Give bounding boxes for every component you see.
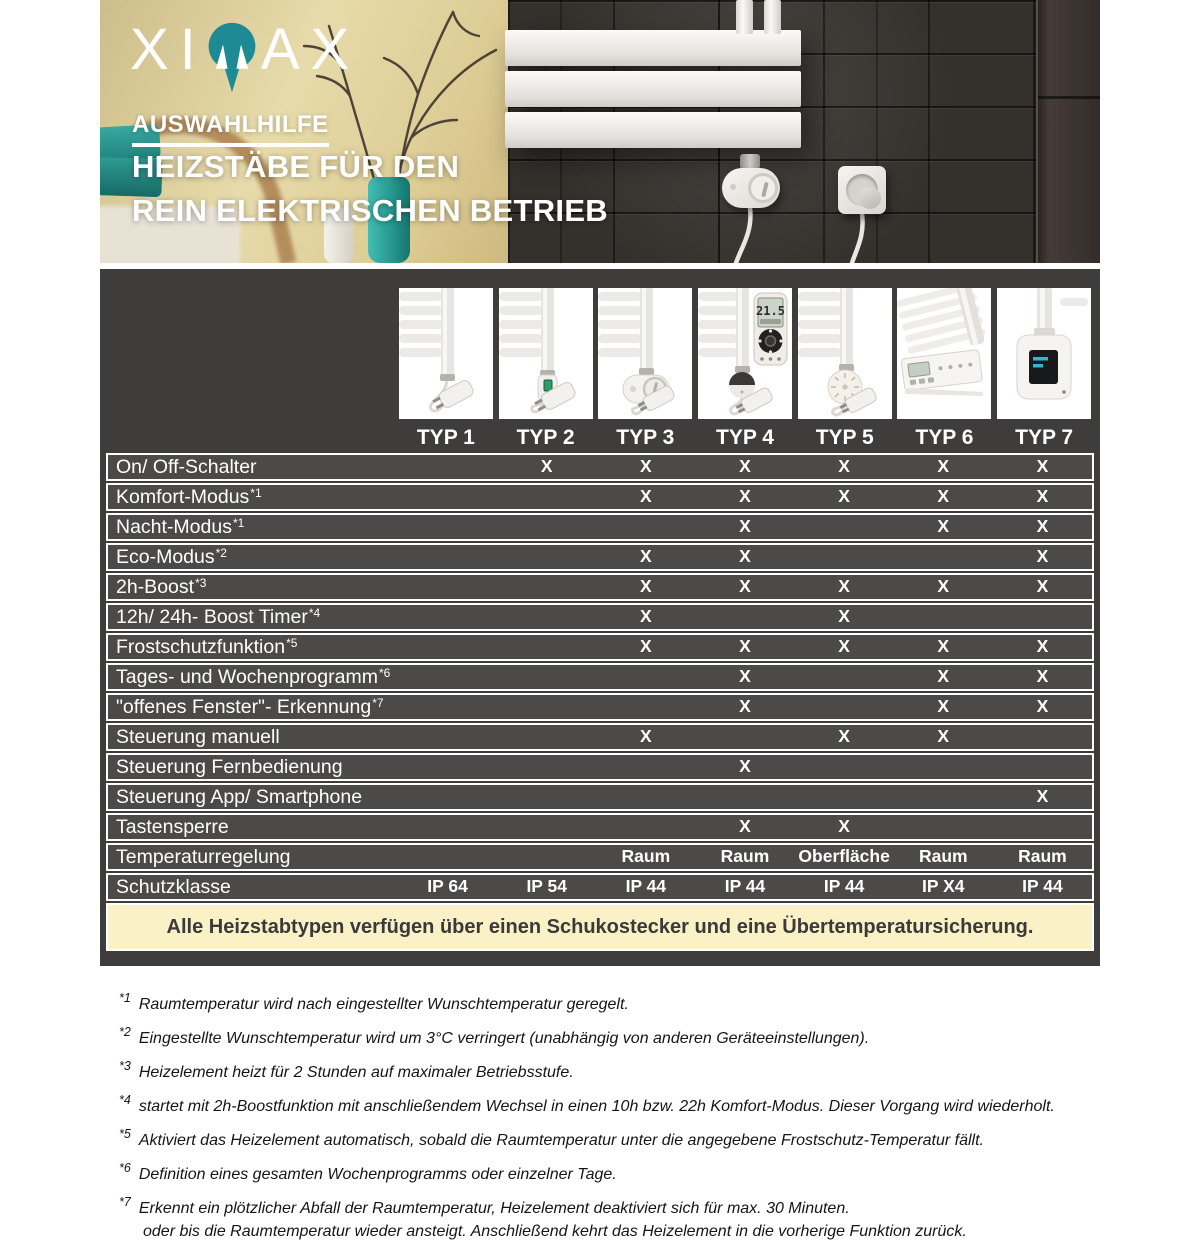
smart-control-box-icon (997, 288, 1091, 419)
feature-cell-typ3: X (640, 576, 652, 597)
feature-label: Steuerung Fernbedienung (116, 755, 343, 778)
feature-row (106, 573, 1094, 601)
feature-row (106, 753, 1094, 781)
heating-element-connector (740, 154, 760, 169)
feature-cell-typ6: X (937, 726, 950, 747)
feature-cell-typ5: X (838, 726, 850, 747)
typ-column-header: TYP 6 (915, 426, 974, 449)
footnote-marker: *5 (119, 1127, 131, 1141)
feature-cell-typ3: X (640, 546, 652, 567)
feature-label: Temperaturregelung (116, 845, 291, 868)
typ-header-row (106, 424, 1094, 451)
feature-rows (106, 453, 1094, 901)
feature-label: Steuerung manuell (116, 725, 280, 748)
feature-cell-typ4: X (739, 486, 751, 507)
feature-cell-typ4: X (739, 756, 751, 777)
feature-cell-typ7: X (1036, 576, 1049, 597)
note-bar: Alle Heizstabtypen verfügen über einen Schukostecker und eine Übertemperatursicherung. (106, 903, 1094, 951)
feature-cell-typ4: IP 44 (724, 876, 766, 897)
header-title (132, 145, 608, 233)
footnote-text: Definition eines gesamten Wochenprogramms oder einzelner Tage. (138, 1166, 617, 1183)
switch-element-radiator-icon (499, 288, 593, 419)
typ-column-header: TYP 5 (815, 426, 874, 449)
footnote (119, 1022, 1109, 1049)
feature-cell-typ6: X (937, 696, 950, 717)
feature-row (106, 543, 1094, 571)
feature-cell-typ4: X (739, 816, 751, 837)
feature-label: Komfort-Modus$^{*1}$ (116, 485, 262, 508)
feature-cell-typ3: IP 44 (625, 876, 667, 897)
feature-label: Tages- und Wochenprogramm$^{*6}$ (116, 665, 391, 688)
footnote-marker: *1 (119, 991, 131, 1005)
feature-label: Eco-Modus$^{*2}$ (116, 545, 227, 568)
remote-control-radiator-icon (698, 288, 792, 419)
feature-cell-typ7: X (1036, 636, 1049, 657)
feature-cell-typ3: X (640, 726, 652, 747)
green-switch-icon (544, 380, 552, 391)
logo-text-right: AX (260, 17, 361, 82)
feature-cell-typ4: X (739, 576, 751, 597)
footnote-text: Erkennt ein plötzlicher Abfall der Raumtemperatur, Heizelement deaktiviert sich für max. 30 Minuten. (138, 1200, 850, 1217)
footnote-text: Aktiviert das Heizelement automatisch, sobald die Raumtemperatur unter die angegebene Frostschutz-Temperatur fällt. (138, 1132, 984, 1149)
header-banner (100, 0, 1100, 263)
logo-m-pin-icon (205, 20, 259, 96)
comparison-table-panel (100, 269, 1100, 966)
feature-cell-typ5: X (838, 816, 850, 837)
feature-row (106, 633, 1094, 661)
control-panel-radiator-icon (897, 288, 991, 419)
element-led-icon (730, 184, 736, 190)
footnotes (119, 988, 1109, 1249)
label-column-spacer (106, 424, 396, 451)
feature-label: On/ Off-Schalter (116, 455, 257, 478)
typ-column-header: TYP 2 (516, 426, 575, 449)
feature-row (106, 813, 1094, 841)
feature-cell-typ4: Raum (720, 846, 770, 867)
footnote-marker: *4 (119, 1093, 131, 1107)
feature-cell-typ6: X (937, 576, 950, 597)
footnote-continuation: oder bis die Raumtemperatur wieder ansteigt. Anschließend kehrt das Heizelement in die vorherige Funktion zurück. (143, 1223, 967, 1240)
feature-cell-typ6: X (937, 666, 950, 687)
header-title-line1: HEIZSTÄBE FÜR DEN (132, 149, 460, 184)
footnote (119, 988, 1109, 1015)
feature-cell-typ5: X (838, 606, 850, 627)
feature-cell-typ4: X (739, 456, 751, 477)
feature-cell-typ7: X (1036, 486, 1049, 507)
feature-cell-typ6: Raum (918, 846, 968, 867)
cabinet-panel (1036, 0, 1100, 263)
footnote-marker: *3 (119, 1059, 131, 1073)
feature-row (106, 603, 1094, 631)
feature-row (106, 843, 1094, 871)
label-column-spacer (106, 288, 396, 419)
feature-row (106, 453, 1094, 481)
dial-thermostat-radiator-icon (598, 288, 692, 419)
feature-cell-typ3: X (640, 486, 652, 507)
footnote-marker: *2 (119, 1025, 131, 1039)
round-dial-radiator-icon (798, 288, 892, 419)
product-photo-typ5 (798, 288, 892, 419)
feature-cell-typ5: X (838, 456, 850, 477)
feature-label: 2h-Boost$^{*3}$ (116, 575, 207, 598)
typ-column-header: TYP 3 (616, 426, 675, 449)
feature-cell-typ7: X (1036, 786, 1049, 807)
feature-row (106, 483, 1094, 511)
footnote-text: Heizelement heizt für 2 Stunden auf maximaler Betriebsstufe. (138, 1064, 574, 1081)
feature-cell-typ6: IP X4 (922, 876, 965, 897)
typ-column-header: TYP 7 (1015, 426, 1074, 449)
footnote (119, 1124, 1109, 1151)
footnote-text: startet mit 2h-Boostfunktion mit anschließendem Wechsel in einen 10h bzw. 22h Komfort-Modus. Dieser Vorgang wird wiederholt. (138, 1098, 1055, 1115)
wall-socket-icon (838, 166, 886, 214)
feature-cell-typ7: IP 44 (1022, 876, 1063, 897)
feature-cell-typ6: X (937, 636, 950, 657)
feature-label: Frostschutzfunktion$^{*5}$ (116, 635, 298, 658)
footnote (119, 1158, 1109, 1185)
feature-cell-typ4: X (739, 546, 751, 567)
feature-cell-typ4: X (739, 696, 751, 717)
footnote-marker: *6 (119, 1161, 131, 1175)
product-photo-typ1 (399, 288, 493, 419)
feature-cell-typ5: X (838, 576, 850, 597)
feature-label: 12h/ 24h- Boost Timer$^{*4}$ (116, 605, 321, 628)
product-photos-row (106, 288, 1094, 419)
ximax-logo (130, 17, 361, 96)
footnote (119, 1056, 1109, 1083)
product-photo-typ6 (897, 288, 991, 419)
feature-cell-typ7: X (1036, 546, 1049, 567)
feature-cell-typ3: X (640, 456, 652, 477)
feature-row (106, 723, 1094, 751)
feature-cell-typ6: X (937, 516, 950, 537)
feature-cell-typ4: X (739, 636, 751, 657)
footnote-text: Eingestellte Wunschtemperatur wird um 3°C verringert (unabhängig von anderen Geräteeinstellungen). (138, 1030, 870, 1047)
feature-cell-typ7: X (1036, 666, 1049, 687)
logo-text-left: XI (130, 17, 207, 82)
feature-cell-typ5: Oberfläche (798, 846, 890, 867)
feature-cell-typ3: X (640, 606, 652, 627)
feature-label: Steuerung App/ Smartphone (116, 785, 363, 808)
feature-cell-typ7: Raum (1018, 846, 1067, 867)
feature-cell-typ7: X (1036, 516, 1049, 537)
feature-cell-typ2: IP 54 (526, 876, 567, 897)
feature-cell-typ1: IP 64 (427, 876, 468, 897)
product-photo-typ7 (997, 288, 1091, 419)
feature-label: Tastensperre (116, 815, 229, 838)
feature-cell-typ3: Raum (621, 846, 671, 867)
feature-cell-typ4: X (739, 516, 751, 537)
product-photo-typ2 (499, 288, 593, 419)
header-title-line2: REIN ELEKTRISCHEN BETRIEB (132, 193, 608, 228)
feature-cell-typ5: X (838, 486, 850, 507)
feature-cell-typ2: X (540, 456, 553, 477)
feature-cell-typ6: X (937, 456, 950, 477)
remote-display-value: 21.5 (756, 304, 785, 318)
header-eyebrow: AUSWAHLHILFE (132, 111, 329, 147)
feature-row (106, 783, 1094, 811)
feature-label: "offenes Fenster"- Erkennung$^{*7}$ (116, 695, 384, 718)
feature-cell-typ6: X (937, 486, 950, 507)
feature-cell-typ7: X (1036, 456, 1049, 477)
typ-column-header: TYP 4 (716, 426, 774, 449)
feature-row (106, 693, 1094, 721)
radiator-pipe (764, 0, 781, 34)
footnote (119, 1090, 1109, 1117)
feature-cell-typ5: IP 44 (823, 876, 865, 897)
product-photo-typ3 (598, 288, 692, 419)
feature-cell-typ5: X (838, 636, 850, 657)
thermostat-dial-icon (748, 173, 778, 203)
remote-control-icon (754, 293, 787, 365)
feature-cell-typ3: X (640, 636, 652, 657)
radiator-pipe (736, 0, 753, 34)
plain-element-radiator-icon (399, 288, 493, 419)
feature-row (106, 663, 1094, 691)
feature-row (106, 513, 1094, 541)
footnote-marker: *7 (119, 1195, 131, 1209)
flat-panel-radiator (505, 30, 801, 152)
feature-row (106, 873, 1094, 901)
feature-label: Schutzklasse (116, 875, 231, 898)
feature-cell-typ7: X (1036, 696, 1049, 717)
feature-label: Nacht-Modus$^{*1}$ (116, 515, 245, 538)
typ-column-header: TYP 1 (416, 426, 475, 449)
feature-cell-typ4: X (739, 666, 751, 687)
product-photo-typ4 (698, 288, 792, 419)
footnote-text: Raumtemperatur wird nach eingestellter Wunschtemperatur geregelt. (138, 996, 629, 1013)
